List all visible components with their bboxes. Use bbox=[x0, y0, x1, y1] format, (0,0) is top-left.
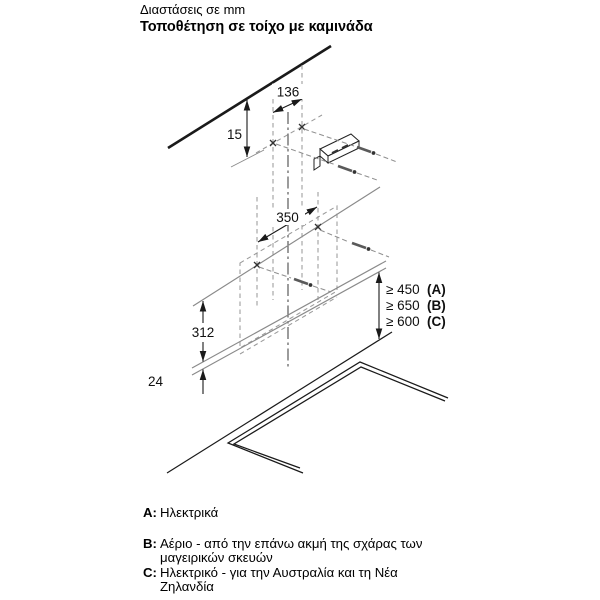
legend-item-a bbox=[143, 506, 463, 521]
dim-label-15: 15 bbox=[226, 127, 242, 142]
dimension-top-hole-spacing bbox=[272, 84, 304, 113]
svg-text:≥ 450 (A) bbox=[386, 282, 446, 297]
clearance-a-value: ≥ 450 bbox=[386, 282, 420, 297]
dim-label-312: 312 bbox=[191, 325, 215, 340]
legend-key-a: A: bbox=[143, 505, 157, 520]
clearance-labels bbox=[386, 282, 446, 329]
clearance-a-key: (A) bbox=[427, 282, 446, 297]
countertop-edge-line bbox=[167, 332, 392, 473]
dim-label-136: 136 bbox=[276, 84, 300, 100]
cooktop-outline bbox=[228, 362, 448, 473]
legend-key-b: B: bbox=[143, 535, 157, 551]
clearance-c-key: (C) bbox=[427, 314, 446, 329]
chimney-outline bbox=[256, 65, 322, 300]
legend-item-b bbox=[143, 537, 463, 566]
legend-key-c: C: bbox=[143, 564, 157, 580]
legend-item-c bbox=[143, 566, 463, 595]
clearance-b-value: ≥ 650 bbox=[386, 298, 420, 313]
dimension-hood-height bbox=[185, 301, 221, 362]
dimension-ceiling-gap bbox=[227, 100, 264, 167]
legend-text-c: Ηλεκτρικό - για την Αυστραλία και τη Νέα Ζηλανδία bbox=[160, 564, 398, 595]
svg-text:≥ 650 (B) bbox=[386, 298, 446, 313]
legend-text-b: Αέριο - από την επάνω ακμή της σχάρας των μαγειρικών σκευών bbox=[160, 535, 423, 566]
svg-text:≥ 600 (C) bbox=[386, 314, 446, 329]
ceiling-line bbox=[168, 46, 331, 148]
clearance-b-key: (B) bbox=[427, 298, 446, 313]
dim-label-350: 350 bbox=[276, 210, 299, 225]
legend bbox=[143, 506, 463, 595]
units-note: Διαστάσεις σε mm bbox=[140, 2, 246, 17]
clearance-c-value: ≥ 600 bbox=[386, 314, 420, 329]
hood-screws bbox=[259, 230, 389, 292]
page-title: Τοποθέτηση σε τοίχο με καμινάδα bbox=[140, 18, 373, 35]
wall-bracket bbox=[314, 134, 359, 170]
dim-label-24: 24 bbox=[147, 374, 163, 389]
legend-text-a: Ηλεκτρικά bbox=[160, 505, 219, 520]
dimension-clearance bbox=[379, 273, 446, 340]
